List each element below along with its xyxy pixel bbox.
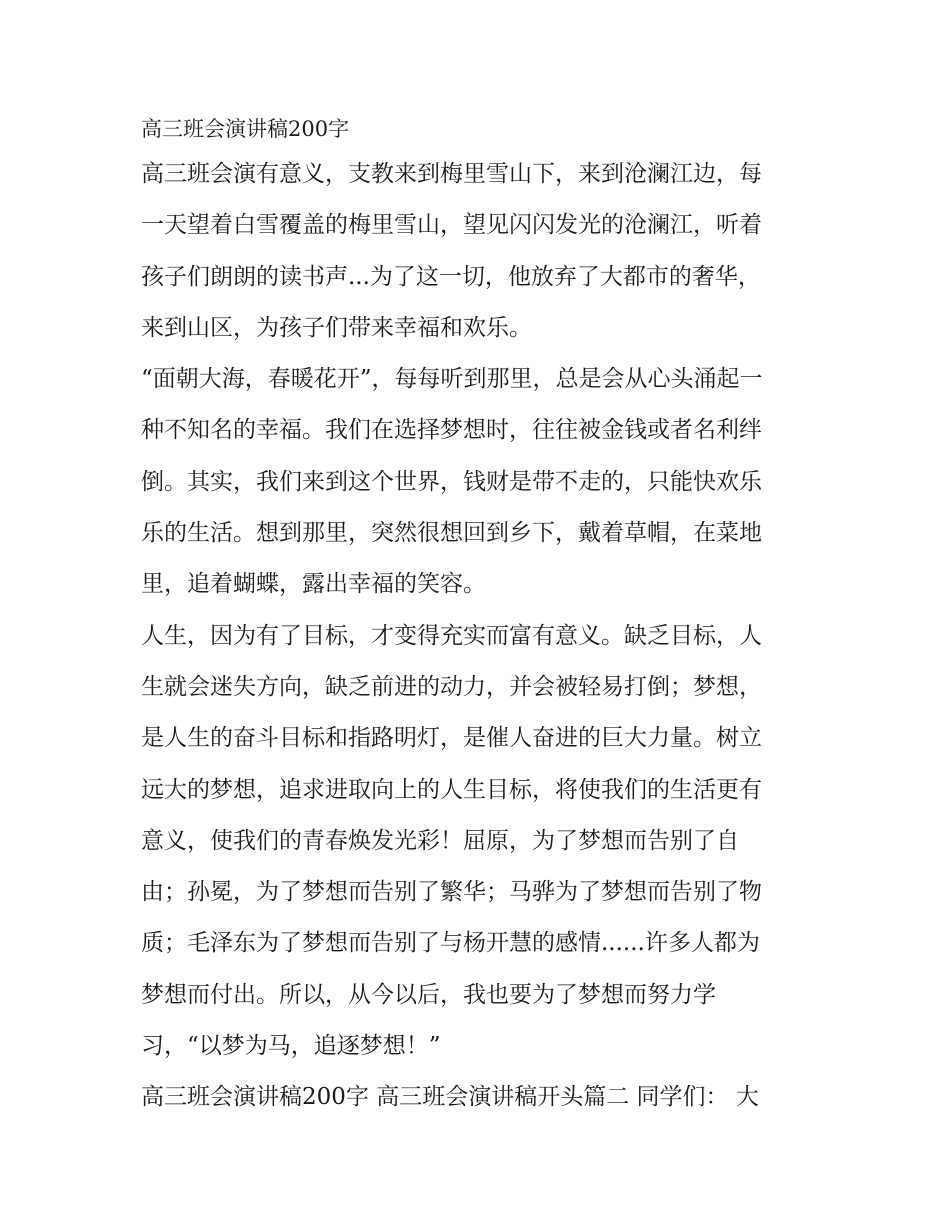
text-line: 远大的梦想，追求进取向上的人生目标，将使我们的生活更有 — [141, 776, 762, 803]
text-line: 质；毛泽东为了梦想而告别了与杨开慧的感情......许多人都为 — [141, 930, 760, 957]
text-line: 来到山区，为孩子们带来幸福和欢乐。 — [141, 314, 532, 341]
text-line: 习，“以梦为马，追逐梦想！” — [141, 1033, 441, 1060]
text-line: 是人生的奋斗目标和指路明灯，是催人奋进的巨大力量。树立 — [141, 725, 762, 752]
text-line: 由；孙冕，为了梦想而告别了繁华；马骅为了梦想而告别了物 — [141, 879, 762, 906]
text-line: 乐的生活。想到那里，突然很想回到乡下，戴着草帽，在菜地 — [141, 520, 762, 547]
text-line: 里，追着蝴蝶，露出幸福的笑容。 — [141, 571, 486, 598]
document-tail-line: 高三班会演讲稿200字 高三班会演讲稿开头篇二 同学们： 大 — [141, 1084, 759, 1111]
text-line: 倒。其实，我们来到这个世界，钱财是带不走的，只能快欢乐 — [141, 468, 762, 495]
text-line: 人生，因为有了目标，才变得充实而富有意义。缺乏目标，人 — [141, 622, 762, 649]
document-body — [141, 112, 821, 1124]
text-line: 意义，使我们的青春焕发光彩！屈原，为了梦想而告别了自 — [141, 827, 739, 854]
text-line: 生就会迷失方向，缺乏前进的动力，并会被轻易打倒；梦想， — [141, 673, 762, 700]
paragraph-2 — [141, 354, 821, 610]
text-line: 高三班会演有意义，支教来到梅里雪山下，来到沧澜江边，每 — [141, 161, 762, 187]
text-line: 梦想而付出。所以，从今以后，我也要为了梦想而努力学 — [141, 981, 716, 1008]
paragraph-1 — [141, 149, 821, 354]
text-line: 孩子们朗朗的读书声...为了这一切，他放弃了大都市的奢华， — [141, 263, 761, 290]
text-line: 种不知名的幸福。我们在选择梦想时，往往被金钱或者名利绊 — [141, 417, 762, 444]
text-line: 一天望着白雪覆盖的梅里雪山，望见闪闪发光的沧澜江，听着 — [141, 212, 762, 239]
document-title: 高三班会演讲稿200字 — [141, 117, 350, 141]
text-line: “面朝大海，春暖花开”，每每听到那里，总是会从心头涌起一 — [141, 366, 763, 393]
paragraph-3 — [141, 611, 821, 1073]
